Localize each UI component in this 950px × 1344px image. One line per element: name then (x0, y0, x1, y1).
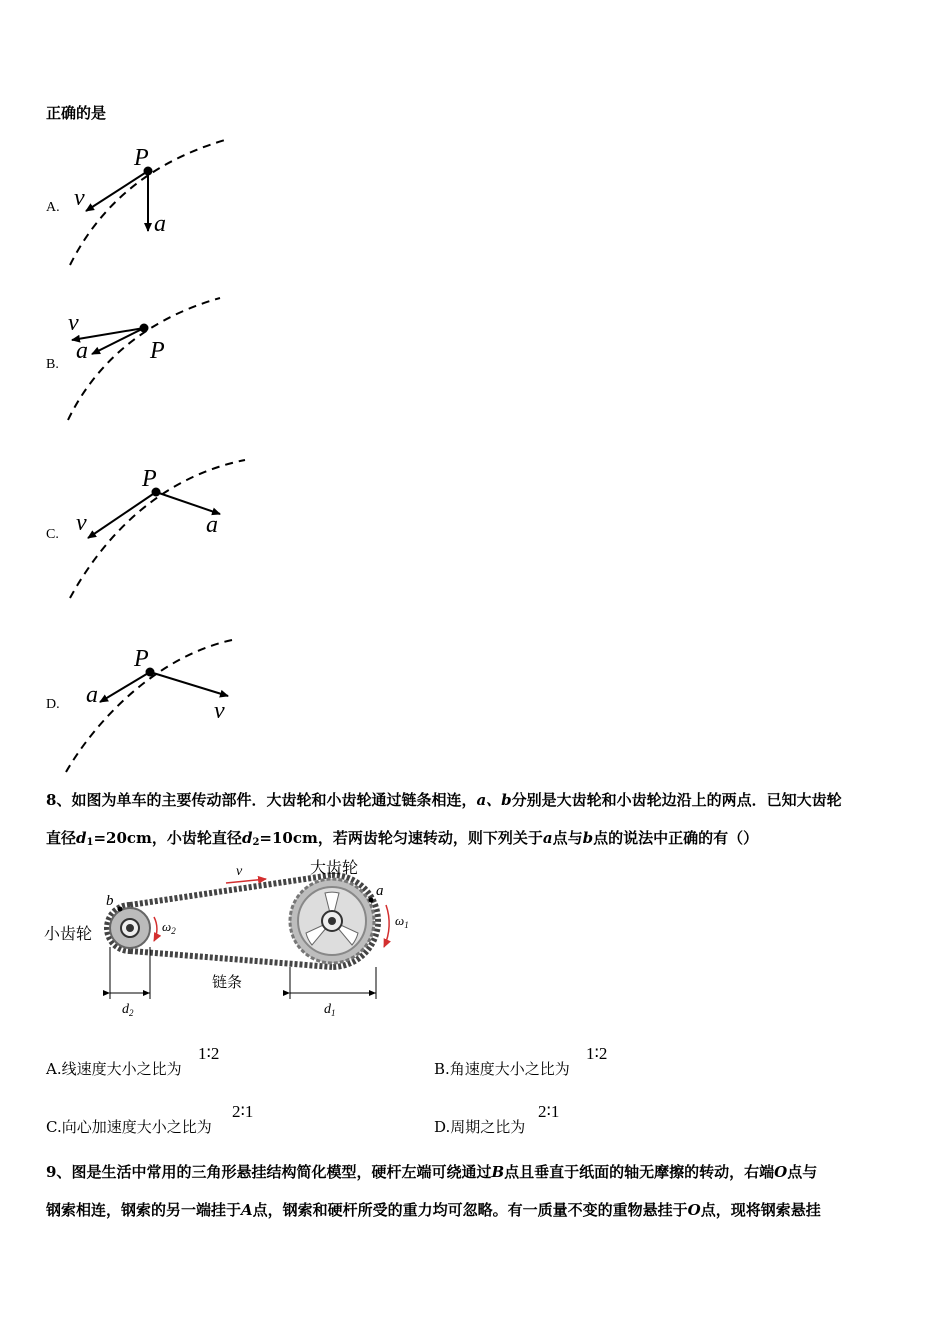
q8-d1-sub: 1 (86, 837, 94, 848)
velocity-arrow (150, 672, 228, 696)
option-b-diagram (60, 292, 240, 432)
q9-line2 (46, 1190, 821, 1230)
option-a-ratio: 1∶2 (198, 1044, 220, 1063)
option-b-label: B. (46, 357, 59, 372)
q8-d1-val: =20cm，小齿轮直径 (93, 829, 242, 847)
q8-option-c (46, 1116, 212, 1137)
acceleration-arrow (100, 672, 150, 702)
option-c-diagram (60, 458, 250, 603)
v-label: v (68, 310, 79, 336)
q9-text-6: 点，现将钢索悬挂 (700, 1201, 821, 1219)
q9-text-4: 钢索相连，钢索的另一端挂于 (46, 1201, 242, 1219)
p-label: P (150, 338, 165, 364)
acceleration-arrow (156, 492, 220, 514)
q8-option-b (434, 1058, 570, 1079)
option-b-ratio: 1∶2 (586, 1044, 608, 1063)
q8-mid: 点与 (552, 829, 583, 847)
q8-option-a (46, 1058, 182, 1079)
q9-text-1: 图是生活中常用的三角形悬挂结构简化模型，硬杆左端可绕通过 (71, 1163, 492, 1181)
q8-text-3: 直径 (46, 829, 77, 847)
option-b-text: B.角速度大小之比为 (434, 1060, 570, 1078)
point-b (118, 907, 123, 912)
d1-label: $d_1$ (324, 1002, 336, 1018)
trajectory-curve (68, 298, 220, 420)
q8-d2: d (241, 829, 253, 847)
q8-gear-figure (40, 855, 430, 1025)
d2-label: $d_2$ (122, 1002, 134, 1018)
q8-line1 (46, 780, 842, 820)
omega2-arrow (154, 917, 157, 941)
v-label: v (214, 698, 225, 724)
q8-text-2: 分别是大齿轮和小齿轮边沿上的两点．已知大齿轮 (511, 791, 842, 809)
velocity-arrow (86, 171, 148, 211)
velocity-arrow (88, 492, 156, 538)
small-gear (110, 908, 150, 948)
small-gear-label: 小齿轮 (44, 926, 93, 943)
omega1-arrow (384, 905, 389, 947)
q9-o2: O (687, 1201, 701, 1219)
option-d-ratio: 2∶1 (538, 1102, 560, 1121)
q8-d2-sub: 2 (252, 837, 260, 848)
chain-velocity-arrow (226, 879, 266, 883)
q8-d1: d (76, 829, 87, 847)
intro-text: 正确的是 (46, 104, 107, 122)
omega1-label: $\omega_1$ (395, 913, 409, 930)
q8-number: 8、 (46, 791, 72, 809)
q8-text-4: 点的说法中正确的有（） (593, 829, 759, 847)
option-a-diagram (60, 135, 240, 275)
v-label: v (76, 510, 87, 536)
a-label: a (376, 883, 384, 899)
trajectory-curve (70, 460, 245, 598)
p-label: P (134, 646, 149, 672)
a-label: a (86, 682, 98, 708)
p-label: P (142, 466, 157, 492)
a-label: a (206, 512, 218, 538)
a-label: a (76, 338, 88, 364)
q8-a-point: a (542, 829, 553, 847)
chain-label: 链条 (212, 975, 243, 991)
a-label: a (154, 211, 166, 237)
option-a-label: A. (46, 200, 60, 215)
q9-b: B (491, 1163, 505, 1181)
q9-line1 (46, 1152, 817, 1192)
q9-number: 9、 (46, 1163, 72, 1181)
option-c-label: C. (46, 527, 59, 542)
q9-text-5: 点，钢索和硬杆所受的重力均可忽略。有一质量不变的重物悬挂于 (252, 1201, 688, 1219)
q9-text-2: 点且垂直于纸面的轴无摩擦的转动，右端 (504, 1163, 775, 1181)
q8-text-1: 如图为单车的主要传动部件．大齿轮和小齿轮通过链条相连， (71, 791, 477, 809)
option-d-diagram (60, 632, 250, 777)
v-label: v (236, 864, 243, 879)
option-c-text: C.向心加速度大小之比为 (46, 1118, 212, 1136)
b-label: b (106, 893, 114, 909)
big-gear (290, 879, 374, 963)
chain-bottom (130, 951, 332, 967)
omega2-label: $\omega_2$ (162, 919, 176, 936)
option-d-label: D. (46, 697, 60, 712)
q8-ab: a、b (476, 791, 512, 809)
option-c-ratio: 2∶1 (232, 1102, 254, 1121)
q8-d2-val: =10cm，若两齿轮匀速转动，则下列关于 (259, 829, 543, 847)
option-a-text: A.线速度大小之比为 (46, 1060, 182, 1078)
q9-o: O (774, 1163, 788, 1181)
q8-option-d (434, 1116, 525, 1137)
p-label: P (134, 145, 149, 171)
q8-b-point: b (582, 829, 594, 847)
point-a (369, 898, 374, 903)
v-label: v (74, 185, 85, 211)
option-d-text: D.周期之比为 (434, 1118, 526, 1136)
q9-text-3: 点与 (787, 1163, 818, 1181)
q9-a: A (241, 1201, 253, 1219)
big-gear-label: 大齿轮 (310, 860, 359, 877)
